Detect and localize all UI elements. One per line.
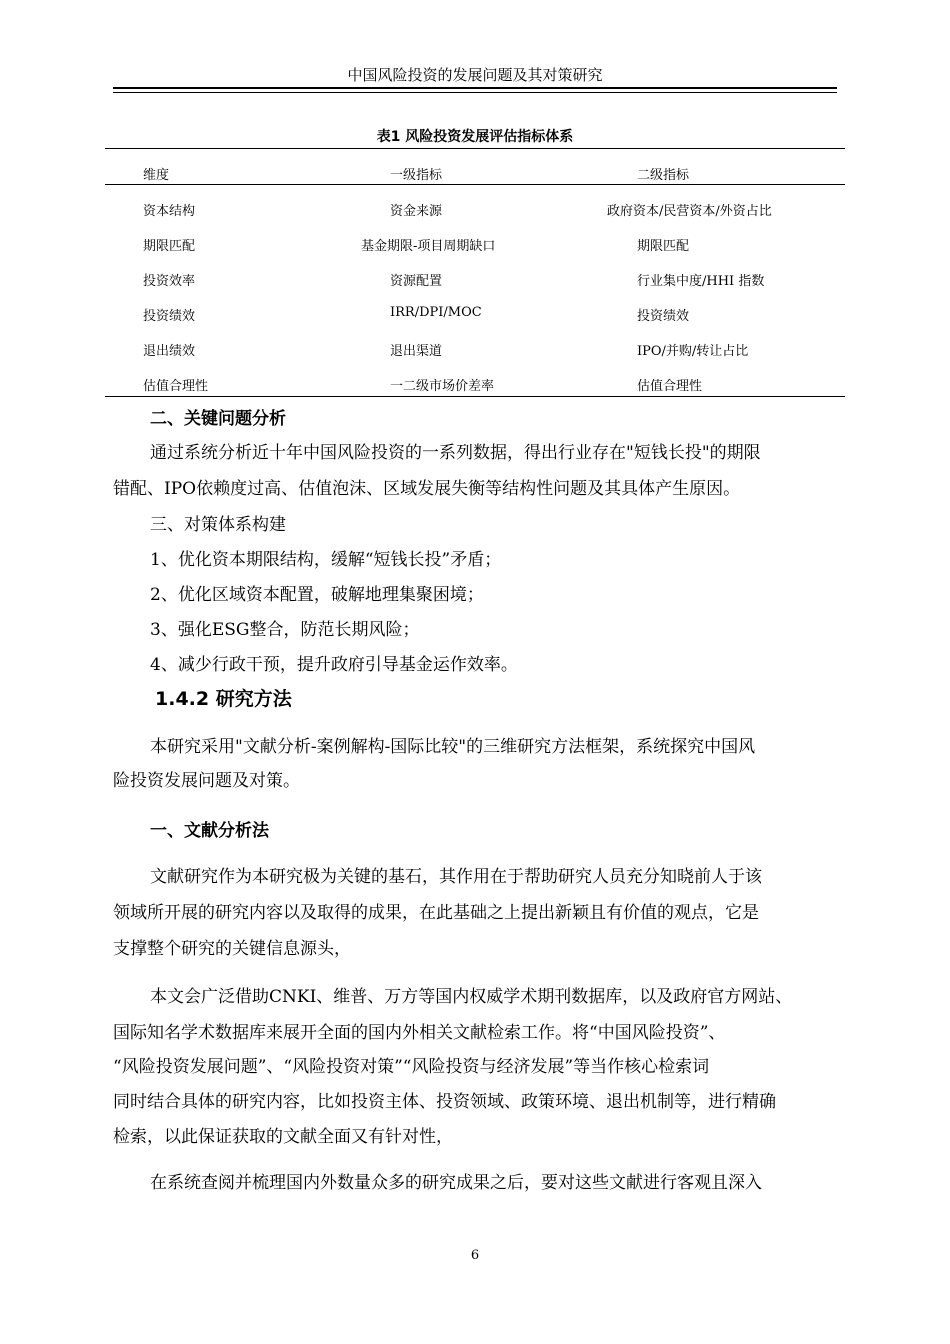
table-cell: IPO/并购/转让占比: [637, 344, 749, 359]
table-cell: 期限匹配: [143, 239, 196, 254]
table-cell: 期限匹配: [637, 239, 690, 254]
table-bottom-rule: [105, 396, 845, 397]
table-cell: 行业集中度/HHI 指数: [637, 274, 765, 289]
paragraph-line: 通过系统分析近十年中国风险投资的一系列数据，得出行业存在"短钱长投"的期限: [150, 443, 761, 463]
list-item: 2、优化区域资本配置，破解地理集聚困境；: [150, 585, 484, 605]
paragraph-line: “风险投资发展问题”、“风险投资对策”“风险投资与经济发展”等当作核心检索词: [113, 1057, 710, 1077]
table-cell: 一二级市场价差率: [390, 379, 495, 394]
list-item: 1、优化资本期限结构，缓解“短钱长投”矛盾；: [150, 550, 502, 570]
table-header-rule: [105, 184, 845, 185]
table-cell: 投资绩效: [637, 309, 690, 324]
table-cell: 基金期限-项目周期缺口: [361, 239, 496, 254]
table-top-rule: [105, 148, 845, 149]
paragraph-line: 险投资发展问题及对策。: [113, 771, 300, 791]
subsection-title: 1.4.2 研究方法: [155, 688, 292, 710]
paragraph-line: 本文会广泛借助CNKI、维普、万方等国内权威学术期刊数据库，以及政府官方网站、: [150, 987, 793, 1007]
paragraph-line: 支撑整个研究的关键信息源头，: [113, 939, 351, 959]
section-heading: 三、对策体系构建: [150, 515, 286, 535]
page-number: 6: [470, 1248, 480, 1263]
table-cell: 资本结构: [143, 204, 196, 219]
table-cell: 退出绩效: [143, 344, 196, 359]
paragraph-line: 错配、IPO依赖度过高、估值泡沫、区域发展失衡等结构性问题及其具体产生原因。: [113, 479, 741, 499]
table-caption: 表1 风险投资发展评估指标体系: [376, 129, 574, 145]
table-header-cell: 二级指标: [637, 168, 690, 183]
running-header: 中国风险投资的发展问题及其对策研究: [347, 66, 603, 84]
table-cell: 估值合理性: [637, 379, 703, 394]
table-cell: 投资效率: [143, 274, 196, 289]
table-cell: 退出渠道: [390, 344, 443, 359]
table-cell: 投资绩效: [143, 309, 196, 324]
sub-heading: 一、文献分析法: [150, 821, 269, 841]
table-cell: 资源配置: [390, 274, 443, 289]
list-item: 4、减少行政干预，提升政府引导基金运作效率。: [150, 655, 518, 675]
paragraph-line: 在系统查阅并梳理国内外数量众多的研究成果之后，要对这些文献进行客观且深入: [150, 1173, 762, 1193]
table-header-cell: 维度: [143, 168, 170, 183]
paragraph-line: 检索，以此保证获取的文献全面又有针对性，: [113, 1127, 453, 1147]
header-rule-thin: [113, 92, 837, 93]
paragraph-line: 同时结合具体的研究内容，比如投资主体、投资领域、政策环境、退出机制等，进行精确: [113, 1092, 776, 1112]
section-heading: 二、关键问题分析: [150, 409, 286, 429]
header-rule-thick: [113, 87, 837, 89]
paragraph-line: 国际知名学术数据库来展开全面的国内外相关文献检索工作。将“中国风险投资”、: [113, 1023, 726, 1043]
table-cell: 估值合理性: [143, 379, 209, 394]
paragraph-line: 领域所开展的研究内容以及取得的成果，在此基础之上提出新颖且有价值的观点，它是: [113, 903, 759, 923]
paragraph-line: 文献研究作为本研究极为关键的基石，其作用在于帮助研究人员充分知晓前人于该: [150, 867, 762, 887]
paragraph-line: 本研究采用"文献分析-案例解构-国际比较"的三维研究方法框架，系统探究中国风: [150, 737, 756, 757]
table-cell: 资金来源: [390, 204, 443, 219]
table-header-cell: 一级指标: [390, 168, 443, 183]
list-item: 3、强化ESG整合，防范长期风险；: [150, 620, 420, 640]
table-cell: 政府资本/民营资本/外资占比: [607, 204, 772, 219]
table-cell: IRR/DPI/MOC: [390, 305, 482, 320]
